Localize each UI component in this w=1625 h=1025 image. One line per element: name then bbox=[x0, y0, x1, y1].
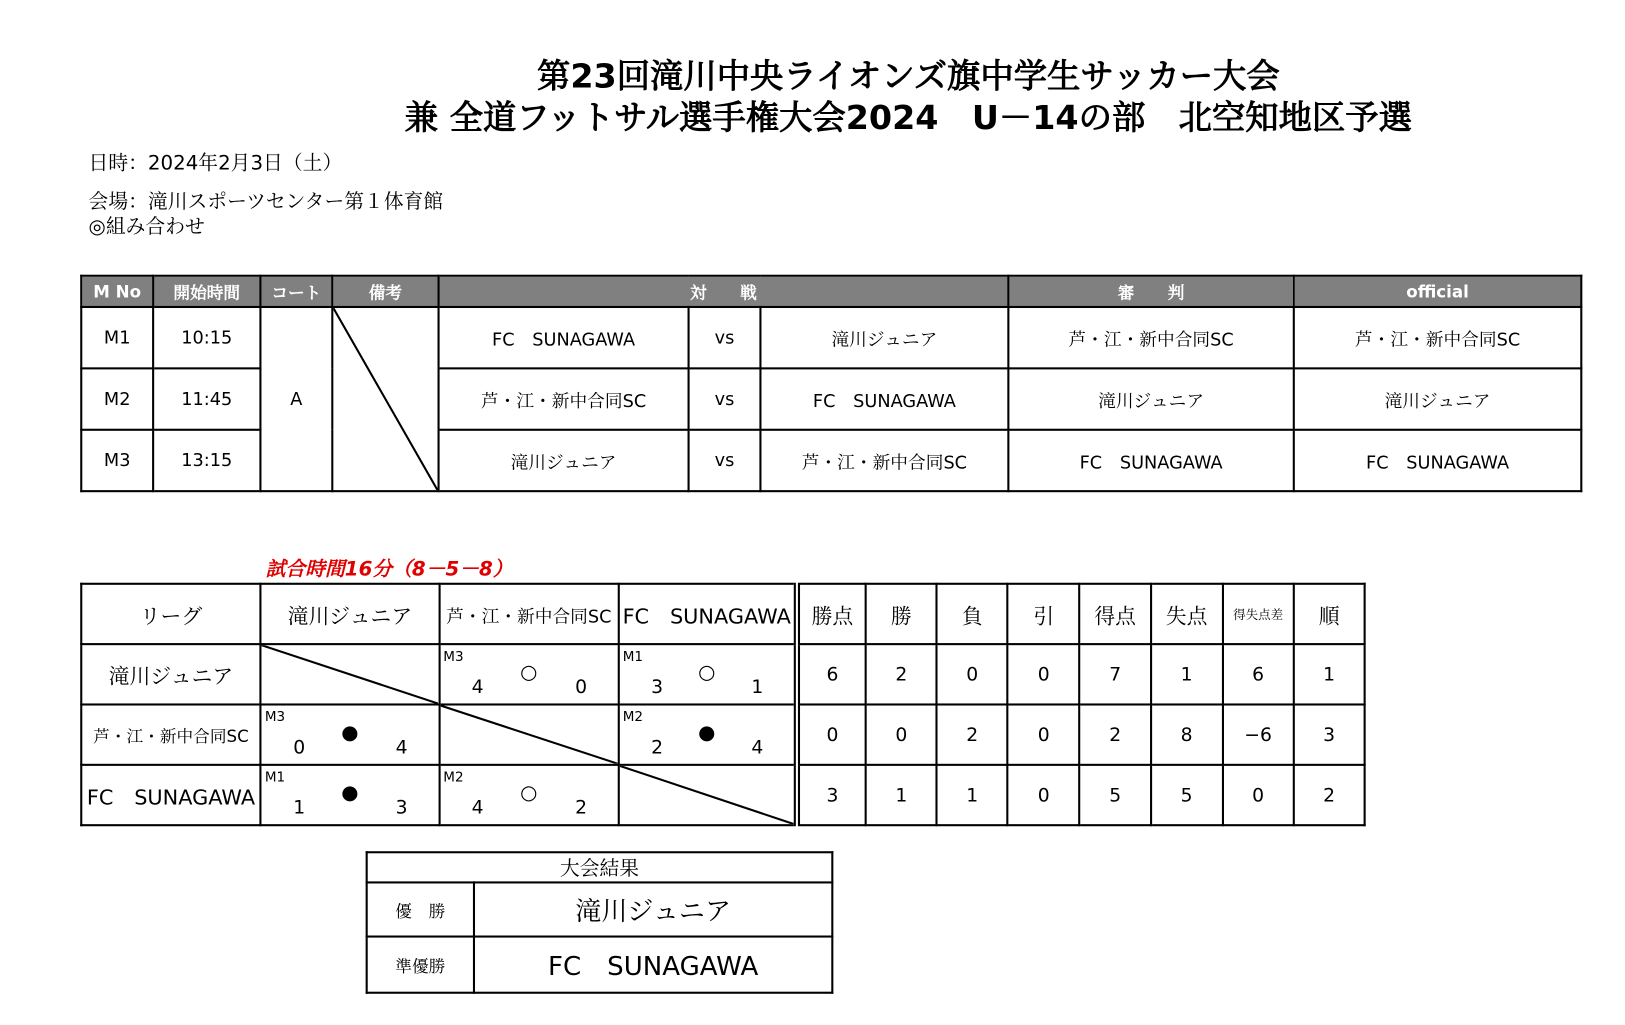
away-team: 芦・江・新中合同SC bbox=[760, 430, 1008, 491]
column-team: 芦・江・新中合同SC bbox=[439, 584, 618, 644]
title-line-2: 兼 全道フットサル選手権大会2024 U－14の部 北空知地区予選 bbox=[404, 97, 1412, 138]
self-match-cell bbox=[619, 765, 797, 825]
stat-rank: 3 bbox=[1294, 704, 1365, 764]
header-wins: 勝 bbox=[866, 584, 937, 644]
self-match-cell bbox=[439, 704, 618, 764]
home-team: 芦・江・新中合同SC bbox=[439, 368, 689, 429]
stat-points: 6 bbox=[797, 644, 866, 704]
score-box bbox=[262, 706, 438, 764]
goals-for: 0 bbox=[293, 736, 306, 759]
match-result-cell bbox=[439, 644, 618, 704]
goals-for: 3 bbox=[651, 676, 664, 699]
header-court: コート bbox=[260, 276, 332, 307]
match-id: M1 bbox=[622, 649, 644, 665]
stat-points: 0 bbox=[797, 704, 866, 764]
goals-against: 4 bbox=[395, 736, 408, 759]
home-team: FC SUNAGAWA bbox=[439, 307, 689, 368]
schedule-row bbox=[81, 307, 1581, 368]
stat-goal-difference: 0 bbox=[1223, 765, 1294, 825]
self-match-cell bbox=[261, 644, 439, 704]
column-team: 滝川ジュニア bbox=[261, 584, 439, 644]
score-box bbox=[620, 706, 794, 764]
league-row bbox=[81, 765, 1364, 825]
stat-goals-for: 2 bbox=[1080, 704, 1151, 764]
vs-label: vs bbox=[689, 307, 761, 368]
stat-goals-for: 7 bbox=[1080, 644, 1151, 704]
vs-label: vs bbox=[689, 368, 761, 429]
match-no: M1 bbox=[81, 307, 153, 368]
match-result-cell bbox=[439, 765, 618, 825]
score-box bbox=[440, 766, 617, 824]
stat-goal-difference: 6 bbox=[1223, 644, 1294, 704]
result-label-runner-up: 準優勝 bbox=[367, 937, 474, 993]
match-result-cell bbox=[261, 765, 439, 825]
match-result-cell bbox=[619, 644, 797, 704]
loss-dot-icon: ● bbox=[341, 781, 359, 805]
away-team: 滝川ジュニア bbox=[760, 307, 1008, 368]
stat-draws: 0 bbox=[1008, 765, 1080, 825]
match-no: M2 bbox=[81, 368, 153, 429]
stat-points: 3 bbox=[797, 765, 866, 825]
match-id: M3 bbox=[264, 709, 286, 726]
court: A bbox=[260, 307, 332, 491]
header-start-time: 開始時間 bbox=[153, 276, 260, 307]
event-date: 日時：2024年2月3日（土） bbox=[88, 151, 343, 175]
team-name: FC SUNAGAWA bbox=[81, 765, 260, 825]
goals-against: 2 bbox=[575, 797, 588, 819]
start-time: 10:15 bbox=[153, 307, 260, 368]
diagonal-line bbox=[262, 645, 438, 703]
stat-wins: 0 bbox=[866, 704, 937, 764]
header-goals-against: 失点 bbox=[1151, 584, 1223, 644]
header-points: 勝点 bbox=[797, 584, 866, 644]
result-row bbox=[367, 882, 833, 936]
stat-draws: 0 bbox=[1008, 704, 1080, 764]
goals-against: 3 bbox=[395, 797, 408, 819]
vs-label: vs bbox=[689, 430, 761, 491]
league-label: リーグ bbox=[81, 584, 260, 644]
score-box bbox=[440, 645, 617, 703]
team-name: 滝川ジュニア bbox=[81, 644, 260, 704]
diagonal-line bbox=[333, 308, 437, 490]
header-match: 対 戦 bbox=[439, 276, 1009, 307]
stat-goals-against: 5 bbox=[1151, 765, 1223, 825]
remarks-empty-cell bbox=[332, 307, 438, 491]
win-circle-icon: ○ bbox=[698, 660, 716, 684]
header-goal-difference: 得失点差 bbox=[1223, 584, 1294, 644]
result-row bbox=[367, 937, 833, 993]
match-id: M1 bbox=[264, 770, 286, 786]
referee: 芦・江・新中合同SC bbox=[1008, 307, 1293, 368]
official: 芦・江・新中合同SC bbox=[1294, 307, 1582, 368]
header-referee: 審 判 bbox=[1008, 276, 1293, 307]
referee: FC SUNAGAWA bbox=[1008, 430, 1293, 491]
official: FC SUNAGAWA bbox=[1294, 430, 1582, 491]
goals-for: 1 bbox=[293, 797, 306, 819]
home-team: 滝川ジュニア bbox=[439, 430, 689, 491]
score-box bbox=[620, 645, 794, 703]
champion-team: 滝川ジュニア bbox=[474, 882, 832, 936]
start-time: 11:45 bbox=[153, 368, 260, 429]
goals-for: 4 bbox=[471, 676, 484, 699]
stat-goals-for: 5 bbox=[1080, 765, 1151, 825]
runner-up-team: FC SUNAGAWA bbox=[474, 937, 832, 993]
header-goals-for: 得点 bbox=[1080, 584, 1151, 644]
win-circle-icon: ○ bbox=[520, 781, 538, 805]
league-standings-table bbox=[80, 583, 1365, 827]
header-match-no: M No bbox=[81, 276, 153, 307]
section-heading: ◎組み合わせ bbox=[88, 215, 205, 239]
loss-dot-icon: ● bbox=[698, 721, 716, 745]
column-team: FC SUNAGAWA bbox=[619, 584, 797, 644]
header-draws: 引 bbox=[1008, 584, 1080, 644]
match-schedule-table bbox=[80, 275, 1582, 492]
result-header-row bbox=[367, 852, 833, 882]
team-name: 芦・江・新中合同SC bbox=[81, 704, 260, 764]
stat-losses: 0 bbox=[937, 644, 1008, 704]
match-result-cell bbox=[261, 704, 439, 764]
loss-dot-icon: ● bbox=[341, 721, 359, 745]
stat-goals-against: 1 bbox=[1151, 644, 1223, 704]
stat-goal-difference: −6 bbox=[1223, 704, 1294, 764]
away-team: FC SUNAGAWA bbox=[760, 368, 1008, 429]
league-row bbox=[81, 704, 1364, 764]
header-official: official bbox=[1294, 276, 1582, 307]
league-header-row bbox=[81, 584, 1364, 644]
header-losses: 負 bbox=[937, 584, 1008, 644]
stat-losses: 2 bbox=[937, 704, 1008, 764]
match-id: M2 bbox=[443, 770, 464, 786]
diagonal-line bbox=[440, 706, 617, 764]
stat-wins: 1 bbox=[866, 765, 937, 825]
result-title: 大会結果 bbox=[367, 852, 833, 882]
goals-for: 2 bbox=[651, 736, 664, 759]
match-id: M2 bbox=[622, 709, 644, 726]
goals-against: 0 bbox=[575, 676, 588, 699]
header-remarks: 備考 bbox=[332, 276, 438, 307]
stat-goals-against: 8 bbox=[1151, 704, 1223, 764]
title-line-1: 第23回滝川中央ライオンズ旗中学生サッカー大会 bbox=[536, 56, 1280, 96]
league-row bbox=[81, 644, 1364, 704]
goals-against: 1 bbox=[751, 676, 764, 699]
start-time: 13:15 bbox=[153, 430, 260, 491]
match-id: M3 bbox=[443, 649, 464, 665]
stat-rank: 1 bbox=[1294, 644, 1365, 704]
tournament-result-table bbox=[366, 851, 834, 994]
stat-losses: 1 bbox=[937, 765, 1008, 825]
referee: 滝川ジュニア bbox=[1008, 368, 1293, 429]
event-venue: 会場：滝川スポーツセンター第１体育館 bbox=[88, 190, 444, 214]
header-rank: 順 bbox=[1294, 584, 1365, 644]
official: 滝川ジュニア bbox=[1294, 368, 1582, 429]
stat-wins: 2 bbox=[866, 644, 937, 704]
match-result-cell bbox=[619, 704, 797, 764]
schedule-header-row bbox=[81, 276, 1581, 307]
match-no: M3 bbox=[81, 430, 153, 491]
goals-for: 4 bbox=[471, 797, 484, 819]
diagonal-line bbox=[620, 766, 794, 824]
match-time-note: 試合時間16分（8－5－8） bbox=[265, 557, 513, 581]
stat-rank: 2 bbox=[1294, 765, 1365, 825]
goals-against: 4 bbox=[751, 736, 764, 759]
score-box bbox=[262, 766, 438, 824]
result-label-champion: 優 勝 bbox=[367, 882, 474, 936]
win-circle-icon: ○ bbox=[520, 660, 538, 684]
stat-draws: 0 bbox=[1008, 644, 1080, 704]
